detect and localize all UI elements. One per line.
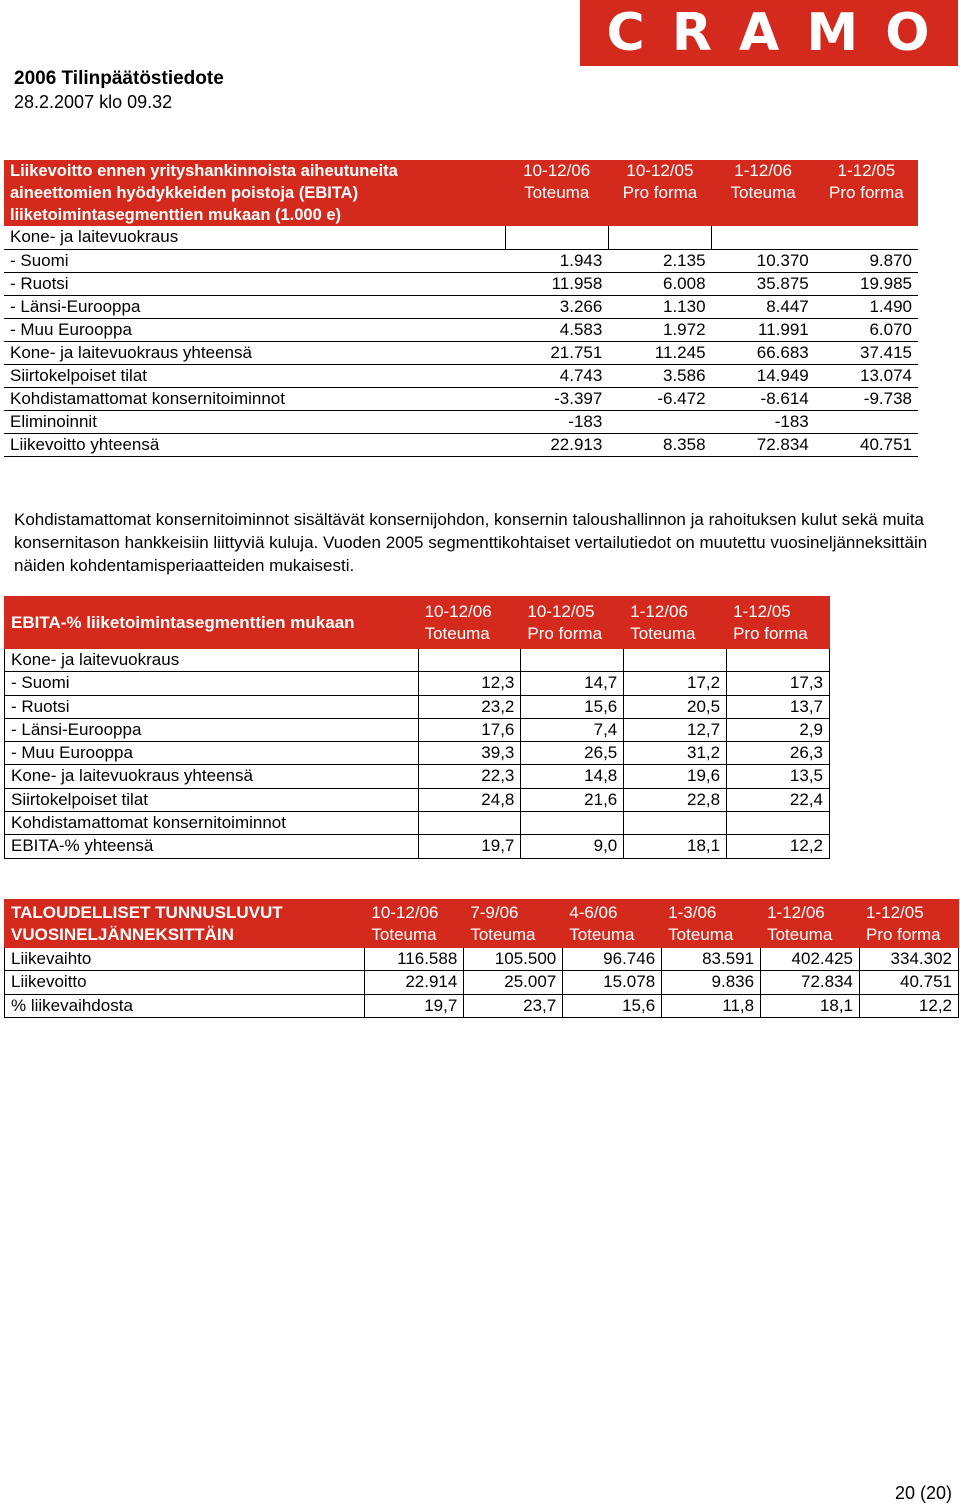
cell: 12,3 — [418, 672, 521, 695]
cell — [712, 226, 815, 249]
table-title-line: VUOSINELJÄNNEKSITTÄIN — [11, 924, 234, 944]
row-label: Kone- ja laitevuokraus — [5, 649, 419, 672]
cell: 18,1 — [624, 835, 727, 858]
cell: 19,7 — [365, 994, 464, 1017]
cell: 11.245 — [608, 341, 711, 364]
cell: 24,8 — [418, 788, 521, 811]
cell: 6.008 — [608, 272, 711, 295]
cell: 37.415 — [815, 341, 918, 364]
cell: 72.834 — [761, 971, 860, 994]
cell: 7,4 — [521, 718, 624, 741]
table-title-line: aineettomien hyödykkeiden poistoja (EBITA) — [10, 184, 359, 202]
cell — [727, 812, 830, 835]
table-row — [4, 387, 918, 410]
cell: 19,6 — [624, 765, 727, 788]
row-label: Eliminoinnit — [4, 410, 505, 433]
explanation-paragraph: Kohdistamattomat konsernitoiminnot sisältävät konsernijohdon, konsernin taloushallinnon ja rahoituksen kulut sekä muita konsernitason hankkeisiin liittyviä kuluja. Vuoden 2005 segmenttikohtaiset vertailutiedot on muutettu vuosineljänneksittäin näiden kohdentamisperiaatteiden mukaisesti. — [14, 510, 928, 575]
row-label: - Muu Eurooppa — [5, 742, 419, 765]
cell — [624, 649, 727, 672]
cell: 12,7 — [624, 718, 727, 741]
cell: 21,6 — [521, 788, 624, 811]
cell: 105.500 — [464, 948, 563, 971]
logo-letter: R — [671, 3, 714, 63]
cell: 35.875 — [712, 272, 815, 295]
cell: 39,3 — [418, 742, 521, 765]
cell — [815, 410, 918, 433]
cell: 11.991 — [712, 318, 815, 341]
table-title-line: TALOUDELLISET TUNNUSLUVUT — [11, 902, 283, 922]
cell: 9.836 — [662, 971, 761, 994]
cell — [418, 812, 521, 835]
table-row — [4, 341, 918, 364]
cell: 13,7 — [727, 695, 830, 718]
cell: 25.007 — [464, 971, 563, 994]
cramo-logo — [580, 0, 958, 66]
row-label: Siirtokelpoiset tilat — [4, 364, 505, 387]
cell: 14.949 — [712, 364, 815, 387]
table-row — [4, 272, 918, 295]
cell: -183 — [505, 410, 608, 433]
table-row — [5, 948, 959, 971]
cell: 10.370 — [712, 249, 815, 272]
table-row — [5, 672, 830, 695]
table-row — [5, 649, 830, 672]
cell: 21.751 — [505, 341, 608, 364]
cell: 15,6 — [563, 994, 662, 1017]
table-row — [5, 835, 830, 858]
cell: 40.751 — [815, 433, 918, 456]
cell — [521, 649, 624, 672]
cell: 22,3 — [418, 765, 521, 788]
cell: 20,5 — [624, 695, 727, 718]
cell: 13,5 — [727, 765, 830, 788]
table-row — [5, 812, 830, 835]
cell: 334.302 — [860, 948, 959, 971]
row-label: Kohdistamattomat konsernitoiminnot — [4, 387, 505, 410]
cell: -183 — [712, 410, 815, 433]
table-row — [5, 788, 830, 811]
column-header: 10-12/06 Toteuma — [505, 160, 608, 226]
table-row — [4, 410, 918, 433]
column-header: 1-12/06 Toteuma — [624, 597, 727, 649]
cell: 19.985 — [815, 272, 918, 295]
row-label: Kone- ja laitevuokraus yhteensä — [4, 341, 505, 364]
cell: 31,2 — [624, 742, 727, 765]
column-header: 1-12/05 Pro forma — [727, 597, 830, 649]
logo-letter: M — [806, 3, 861, 63]
cell — [815, 226, 918, 249]
cell: 14,8 — [521, 765, 624, 788]
table-header-row — [5, 597, 830, 649]
column-header: 10-12/06 Toteuma — [418, 597, 521, 649]
cell: 23,7 — [464, 994, 563, 1017]
column-header: 1-3/06 Toteuma — [662, 900, 761, 948]
table-title: EBITA-% liiketoimintasegmenttien mukaan — [5, 597, 419, 649]
cell: 15,6 — [521, 695, 624, 718]
cell: 40.751 — [860, 971, 959, 994]
cell: 1.130 — [608, 295, 711, 318]
document-date: 28.2.2007 klo 09.32 — [14, 92, 173, 112]
cell: 23,2 — [418, 695, 521, 718]
column-header: 10-12/05 Pro forma — [608, 160, 711, 226]
cell: 402.425 — [761, 948, 860, 971]
row-label: - Länsi-Eurooppa — [4, 295, 505, 318]
cell: 26,5 — [521, 742, 624, 765]
cell: 11,8 — [662, 994, 761, 1017]
cell: 12,2 — [727, 835, 830, 858]
row-label: Liikevoitto yhteensä — [4, 433, 505, 456]
quarterly-figures-table — [4, 899, 959, 1018]
cell: 26,3 — [727, 742, 830, 765]
column-header: 4-6/06 Toteuma — [563, 900, 662, 948]
table-row — [5, 971, 959, 994]
cell: 66.683 — [712, 341, 815, 364]
row-label: Kone- ja laitevuokraus yhteensä — [5, 765, 419, 788]
cell: 14,7 — [521, 672, 624, 695]
column-header: 1-12/06 Toteuma — [761, 900, 860, 948]
cell: 19,7 — [418, 835, 521, 858]
row-label: - Ruotsi — [4, 272, 505, 295]
cell: 12,2 — [860, 994, 959, 1017]
row-label: Liikevaihto — [5, 948, 365, 971]
table-row — [4, 226, 918, 249]
column-header: 7-9/06 Toteuma — [464, 900, 563, 948]
row-label: EBITA-% yhteensä — [5, 835, 419, 858]
cell: 15.078 — [563, 971, 662, 994]
table-row — [5, 765, 830, 788]
table-title-line: liiketoimintasegmenttien mukaan (1.000 e) — [10, 206, 342, 224]
row-label: - Suomi — [5, 672, 419, 695]
cell: 13.074 — [815, 364, 918, 387]
table-row — [4, 364, 918, 387]
cell — [608, 410, 711, 433]
row-label: % liikevaihdosta — [5, 994, 365, 1017]
cell: 8.447 — [712, 295, 815, 318]
cell: 72.834 — [712, 433, 815, 456]
table-header-row — [5, 900, 959, 948]
cell: 96.746 — [563, 948, 662, 971]
column-header: 1-12/05 Pro forma — [815, 160, 918, 226]
cell: 22.913 — [505, 433, 608, 456]
cell: 6.070 — [815, 318, 918, 341]
cell: 116.588 — [365, 948, 464, 971]
cell: 18,1 — [761, 994, 860, 1017]
cell: -8.614 — [712, 387, 815, 410]
column-header: 1-12/05 Pro forma — [860, 900, 959, 948]
table-row — [5, 742, 830, 765]
row-label: Kone- ja laitevuokraus — [4, 226, 505, 249]
cell: 2.135 — [608, 249, 711, 272]
cell: 4.743 — [505, 364, 608, 387]
ebita-segment-table — [4, 160, 918, 457]
cell: 3.586 — [608, 364, 711, 387]
cell: 1.490 — [815, 295, 918, 318]
logo-letter: O — [885, 3, 932, 63]
row-label: Liikevoitto — [5, 971, 365, 994]
row-label: - Suomi — [4, 249, 505, 272]
cell — [521, 812, 624, 835]
table-header-row — [4, 160, 918, 226]
cell: 2,9 — [727, 718, 830, 741]
cell: -6.472 — [608, 387, 711, 410]
table-row — [4, 433, 918, 456]
row-label: Kohdistamattomat konsernitoiminnot — [5, 812, 419, 835]
cell: 22.914 — [365, 971, 464, 994]
row-label: - Länsi-Eurooppa — [5, 718, 419, 741]
cell: 9,0 — [521, 835, 624, 858]
cell — [624, 812, 727, 835]
cell — [418, 649, 521, 672]
column-header: 1-12/06 Toteuma — [712, 160, 815, 226]
cell: 8.358 — [608, 433, 711, 456]
cell: 4.583 — [505, 318, 608, 341]
table-title-line: Liikevoitto ennen yrityshankinnoista aiheutuneita — [10, 162, 398, 180]
logo-letter: C — [606, 3, 647, 63]
cell — [505, 226, 608, 249]
cell: 83.591 — [662, 948, 761, 971]
logo-letter: A — [738, 3, 782, 63]
table-title — [5, 900, 365, 948]
table-title — [4, 160, 505, 226]
cell: -9.738 — [815, 387, 918, 410]
table-row — [4, 318, 918, 341]
ebita-percent-table — [4, 596, 830, 859]
column-header: 10-12/06 Toteuma — [365, 900, 464, 948]
document-title: 2006 Tilinpäätöstiedote — [14, 68, 224, 89]
cell — [727, 649, 830, 672]
cell: 22,8 — [624, 788, 727, 811]
row-label: Siirtokelpoiset tilat — [5, 788, 419, 811]
cell: 17,6 — [418, 718, 521, 741]
table-row — [5, 718, 830, 741]
table-row — [4, 249, 918, 272]
table-row — [5, 994, 959, 1017]
row-label: - Muu Eurooppa — [4, 318, 505, 341]
table-row — [5, 695, 830, 718]
cell: 11.958 — [505, 272, 608, 295]
cell: -3.397 — [505, 387, 608, 410]
cell: 17,3 — [727, 672, 830, 695]
cell: 9.870 — [815, 249, 918, 272]
table-row — [4, 295, 918, 318]
row-label: - Ruotsi — [5, 695, 419, 718]
cell: 1.943 — [505, 249, 608, 272]
page-number: 20 (20) — [894, 1483, 952, 1503]
cell — [608, 226, 711, 249]
cell: 17,2 — [624, 672, 727, 695]
column-header: 10-12/05 Pro forma — [521, 597, 624, 649]
cell: 3.266 — [505, 295, 608, 318]
cell: 22,4 — [727, 788, 830, 811]
cell: 1.972 — [608, 318, 711, 341]
